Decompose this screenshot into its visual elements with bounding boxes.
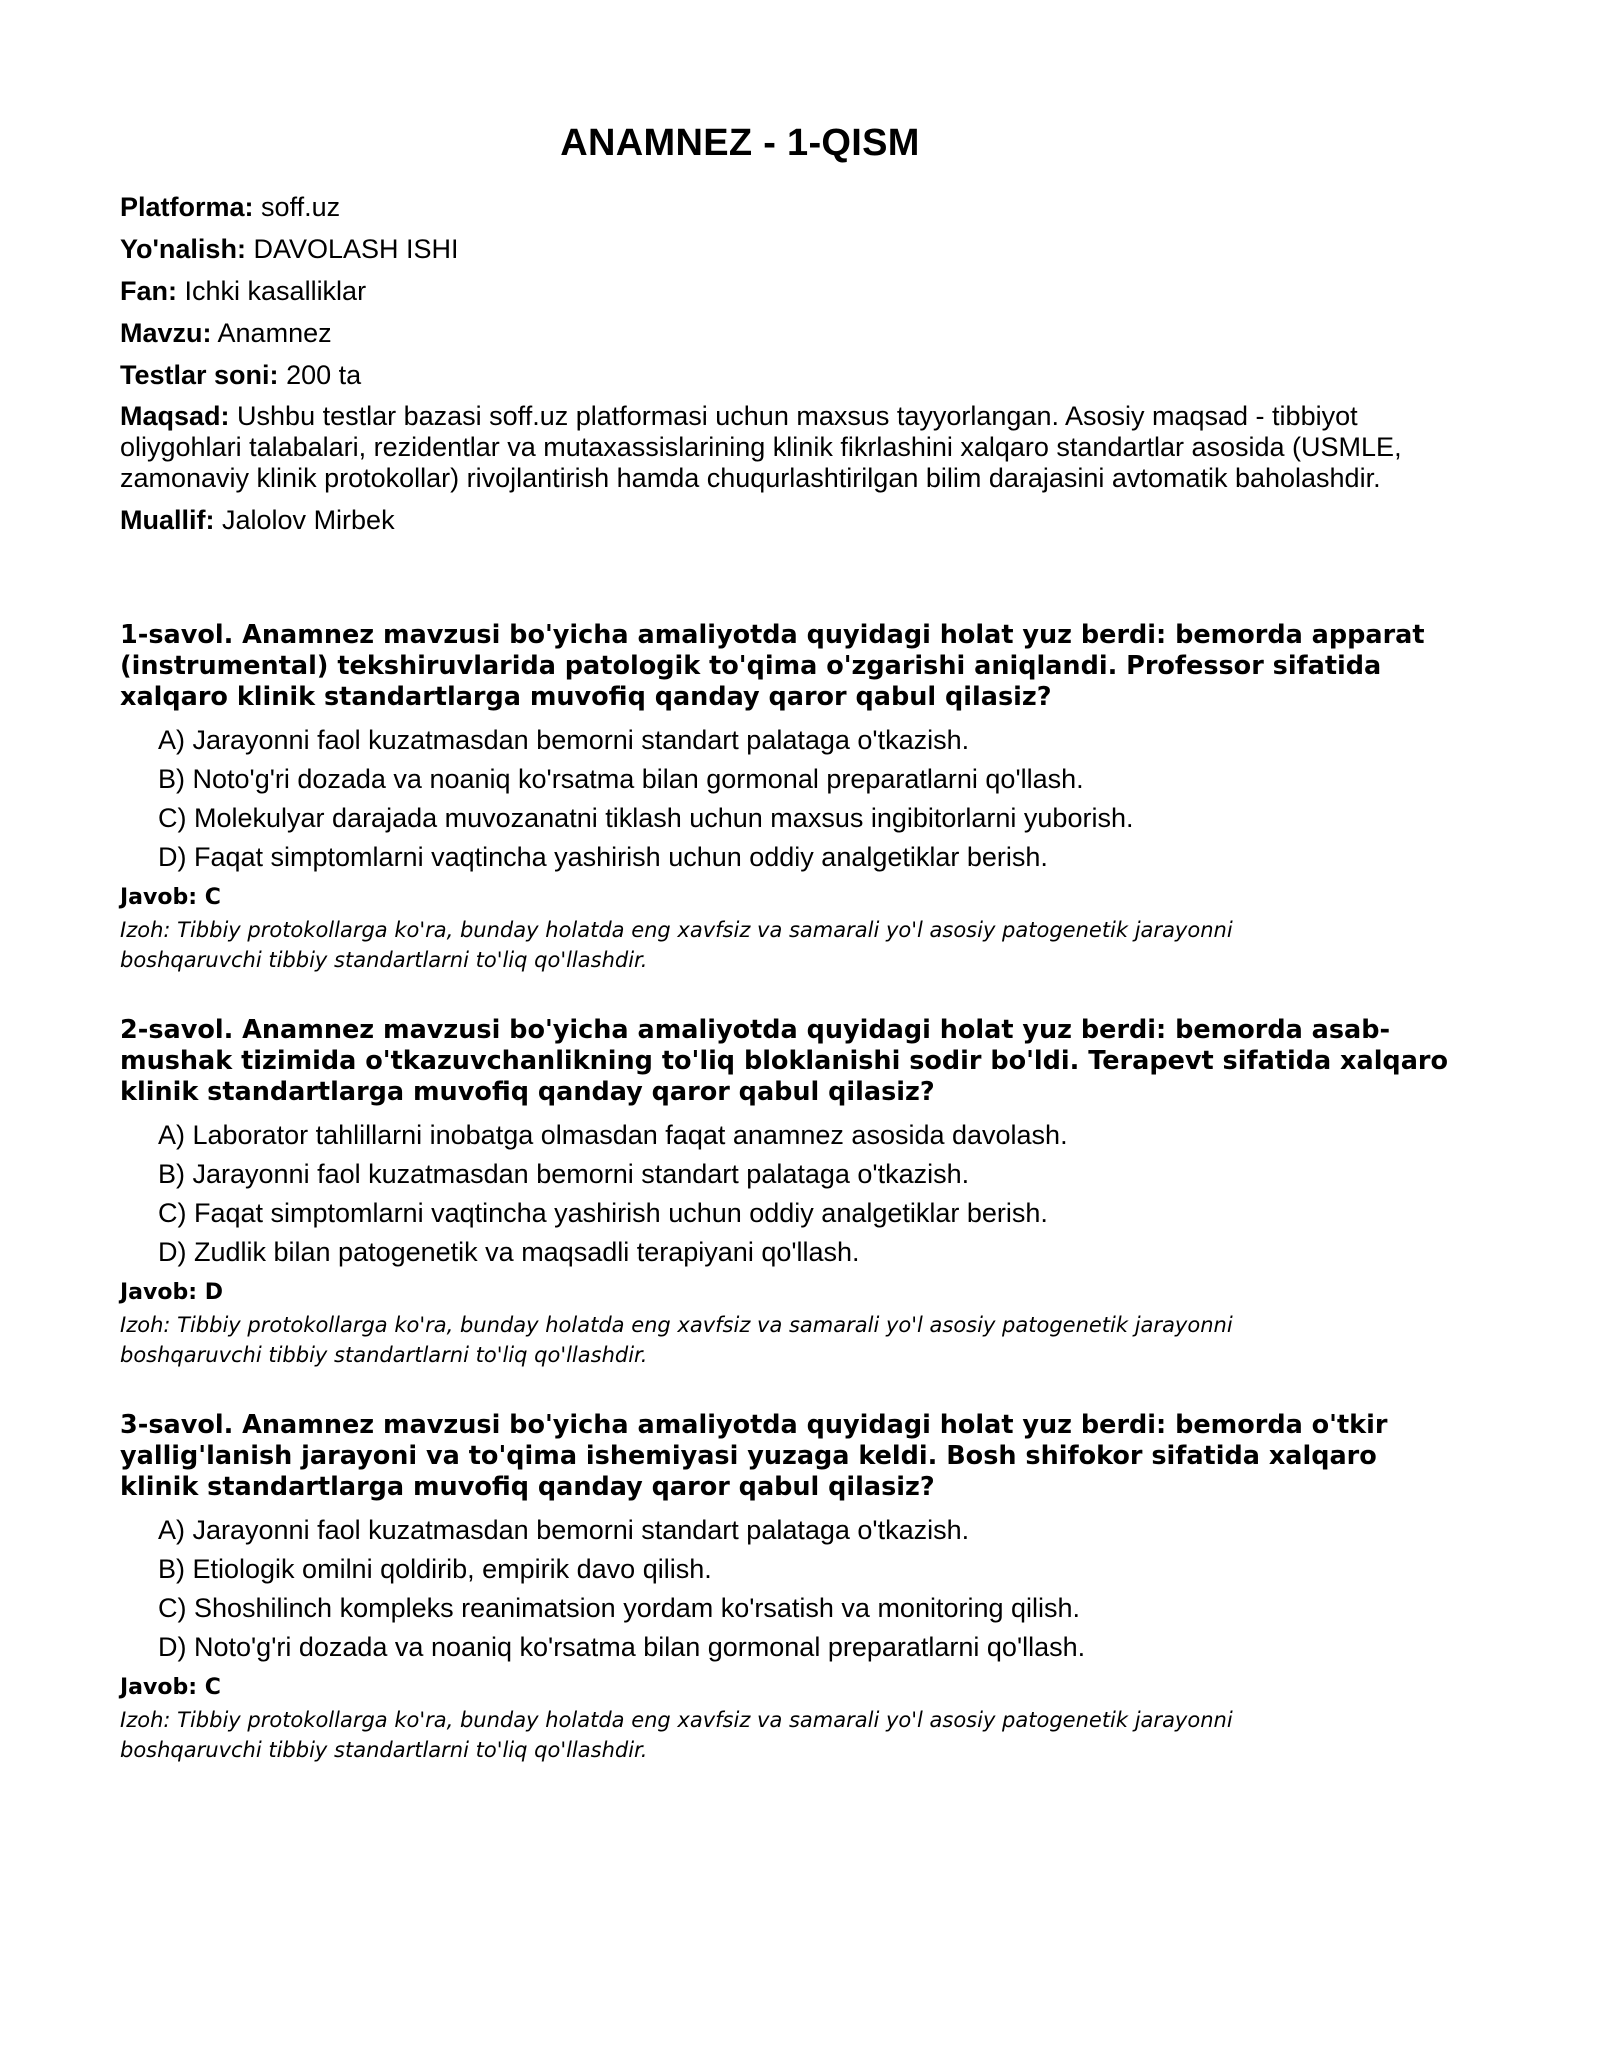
meta-label: Muallif: (120, 505, 215, 535)
option-a: A) Jarayonni faol kuzatmasdan bemorni standart palataga o'tkazish. (158, 1515, 970, 1545)
question-text: 1-savol. Anamnez mavzusi bo'yicha amaliyotda quyidagi holat yuz berdi: bemorda apparat (instrumental) tekshiruvlarida patologik to'qima o'zgarishi aniqlandi. Professor sifatida xalqaro klinik standartlarga muvofiq qanday qaror qabul qilasiz? (120, 620, 1425, 712)
question-1 (120, 620, 1480, 975)
answer-line: Javob: C (120, 1675, 221, 1700)
option-b: B) Noto'g'ri dozada va noaniq ko'rsatma bilan gormonal preparatlarni qo'llash. (158, 764, 1084, 794)
meta-label: Yo'nalish: (120, 234, 246, 264)
document-meta (120, 191, 1480, 536)
option-a: A) Jarayonni faol kuzatmasdan bemorni standart palataga o'tkazish. (158, 725, 970, 755)
meta-label: Platforma: (120, 192, 254, 222)
explanation-text: Izoh: Tibbiy protokollarga ko'ra, bunday holatda eng xavfsiz va samarali yo'l asosiy patogenetik jarayonni boshqaruvchi tibbiy standartlarni to'liq qo'llashdir. (120, 1313, 1233, 1367)
meta-test-count (120, 359, 1480, 391)
option-c: C) Molekulyar darajada muvozanatni tiklash uchun maxsus ingibitorlarni yuborish. (158, 803, 1134, 833)
page-title: ANAMNEZ - 1-QISM (560, 122, 920, 164)
meta-topic (120, 317, 1480, 349)
meta-platform (120, 191, 1480, 223)
document-page (120, 0, 1480, 1805)
meta-label: Mavzu: (120, 318, 212, 348)
question-2 (120, 1015, 1480, 1370)
meta-value: Jalolov Mirbek (222, 505, 395, 535)
meta-direction (120, 233, 1480, 265)
option-b: B) Jarayonni faol kuzatmasdan bemorni standart palataga o'tkazish. (158, 1159, 970, 1189)
question-list (120, 620, 1480, 1765)
meta-subject (120, 275, 1480, 307)
meta-label: Testlar soni: (120, 360, 279, 390)
option-d: D) Noto'g'ri dozada va noaniq ko'rsatma bilan gormonal preparatlarni qo'llash. (158, 1632, 1086, 1662)
option-list (120, 725, 1480, 873)
option-d: D) Faqat simptomlarni vaqtincha yashirish uchun oddiy analgetiklar berish. (158, 842, 1048, 872)
option-a: A) Laborator tahlillarni inobatga olmasdan faqat anamnez asosida davolash. (158, 1120, 1068, 1150)
meta-purpose (120, 401, 1450, 494)
option-c: C) Shoshilinch kompleks reanimatsion yordam ko'rsatish va monitoring qilish. (158, 1593, 1081, 1623)
meta-value: Ushbu testlar bazasi soff.uz platformasi uchun maxsus tayyorlangan. Asosiy maqsad - tibbiyot oliygohlari talabalari, rezidentlar va mutaxassislarining klinik fikrlashini xalqaro standartlar asosida (USMLE, zamonaviy klinik protokollar) rivojlantirish hamda chuqurlashtirilgan bilim darajasini avtomatik baholashdir. (120, 401, 1402, 493)
explanation-text: Izoh: Tibbiy protokollarga ko'ra, bunday holatda eng xavfsiz va samarali yo'l asosiy patogenetik jarayonni boshqaruvchi tibbiy standartlarni to'liq qo'llashdir. (120, 1708, 1233, 1762)
meta-label: Maqsad: (120, 401, 230, 431)
answer-line: Javob: D (120, 1280, 223, 1305)
meta-author (120, 504, 1480, 536)
option-list (120, 1515, 1480, 1663)
question-text: 3-savol. Anamnez mavzusi bo'yicha amaliyotda quyidagi holat yuz berdi: bemorda o'tkir yallig'lanish jarayoni va to'qima ishemiyasi yuzaga keldi. Bosh shifokor sifatida xalqaro klinik standartlarga muvofiq qanday qaror qabul qilasiz? (120, 1410, 1388, 1502)
meta-value: 200 ta (286, 360, 362, 390)
meta-value: soff.uz (261, 192, 341, 222)
option-list (120, 1120, 1480, 1268)
meta-value: DAVOLASH ISHI (253, 234, 459, 264)
question-text: 2-savol. Anamnez mavzusi bo'yicha amaliyotda quyidagi holat yuz berdi: bemorda asab-mushak tizimida o'tkazuvchanlikning to'liq bloklanishi sodir bo'ldi. Terapevt sifatida xalqaro klinik standartlarga muvofiq qanday qaror qabul qilasiz? (120, 1015, 1448, 1107)
meta-value: Anamnez (217, 318, 332, 348)
meta-value: Ichki kasalliklar (184, 276, 367, 306)
meta-label: Fan: (120, 276, 177, 306)
answer-line: Javob: C (120, 885, 221, 910)
option-d: D) Zudlik bilan patogenetik va maqsadli terapiyani qo'llash. (158, 1237, 860, 1267)
option-b: B) Etiologik omilni qoldirib, empirik davo qilish. (158, 1554, 712, 1584)
explanation-text: Izoh: Tibbiy protokollarga ko'ra, bunday holatda eng xavfsiz va samarali yo'l asosiy patogenetik jarayonni boshqaruvchi tibbiy standartlarni to'liq qo'llashdir. (120, 918, 1233, 972)
option-c: C) Faqat simptomlarni vaqtincha yashirish uchun oddiy analgetiklar berish. (158, 1198, 1048, 1228)
question-3 (120, 1410, 1480, 1765)
